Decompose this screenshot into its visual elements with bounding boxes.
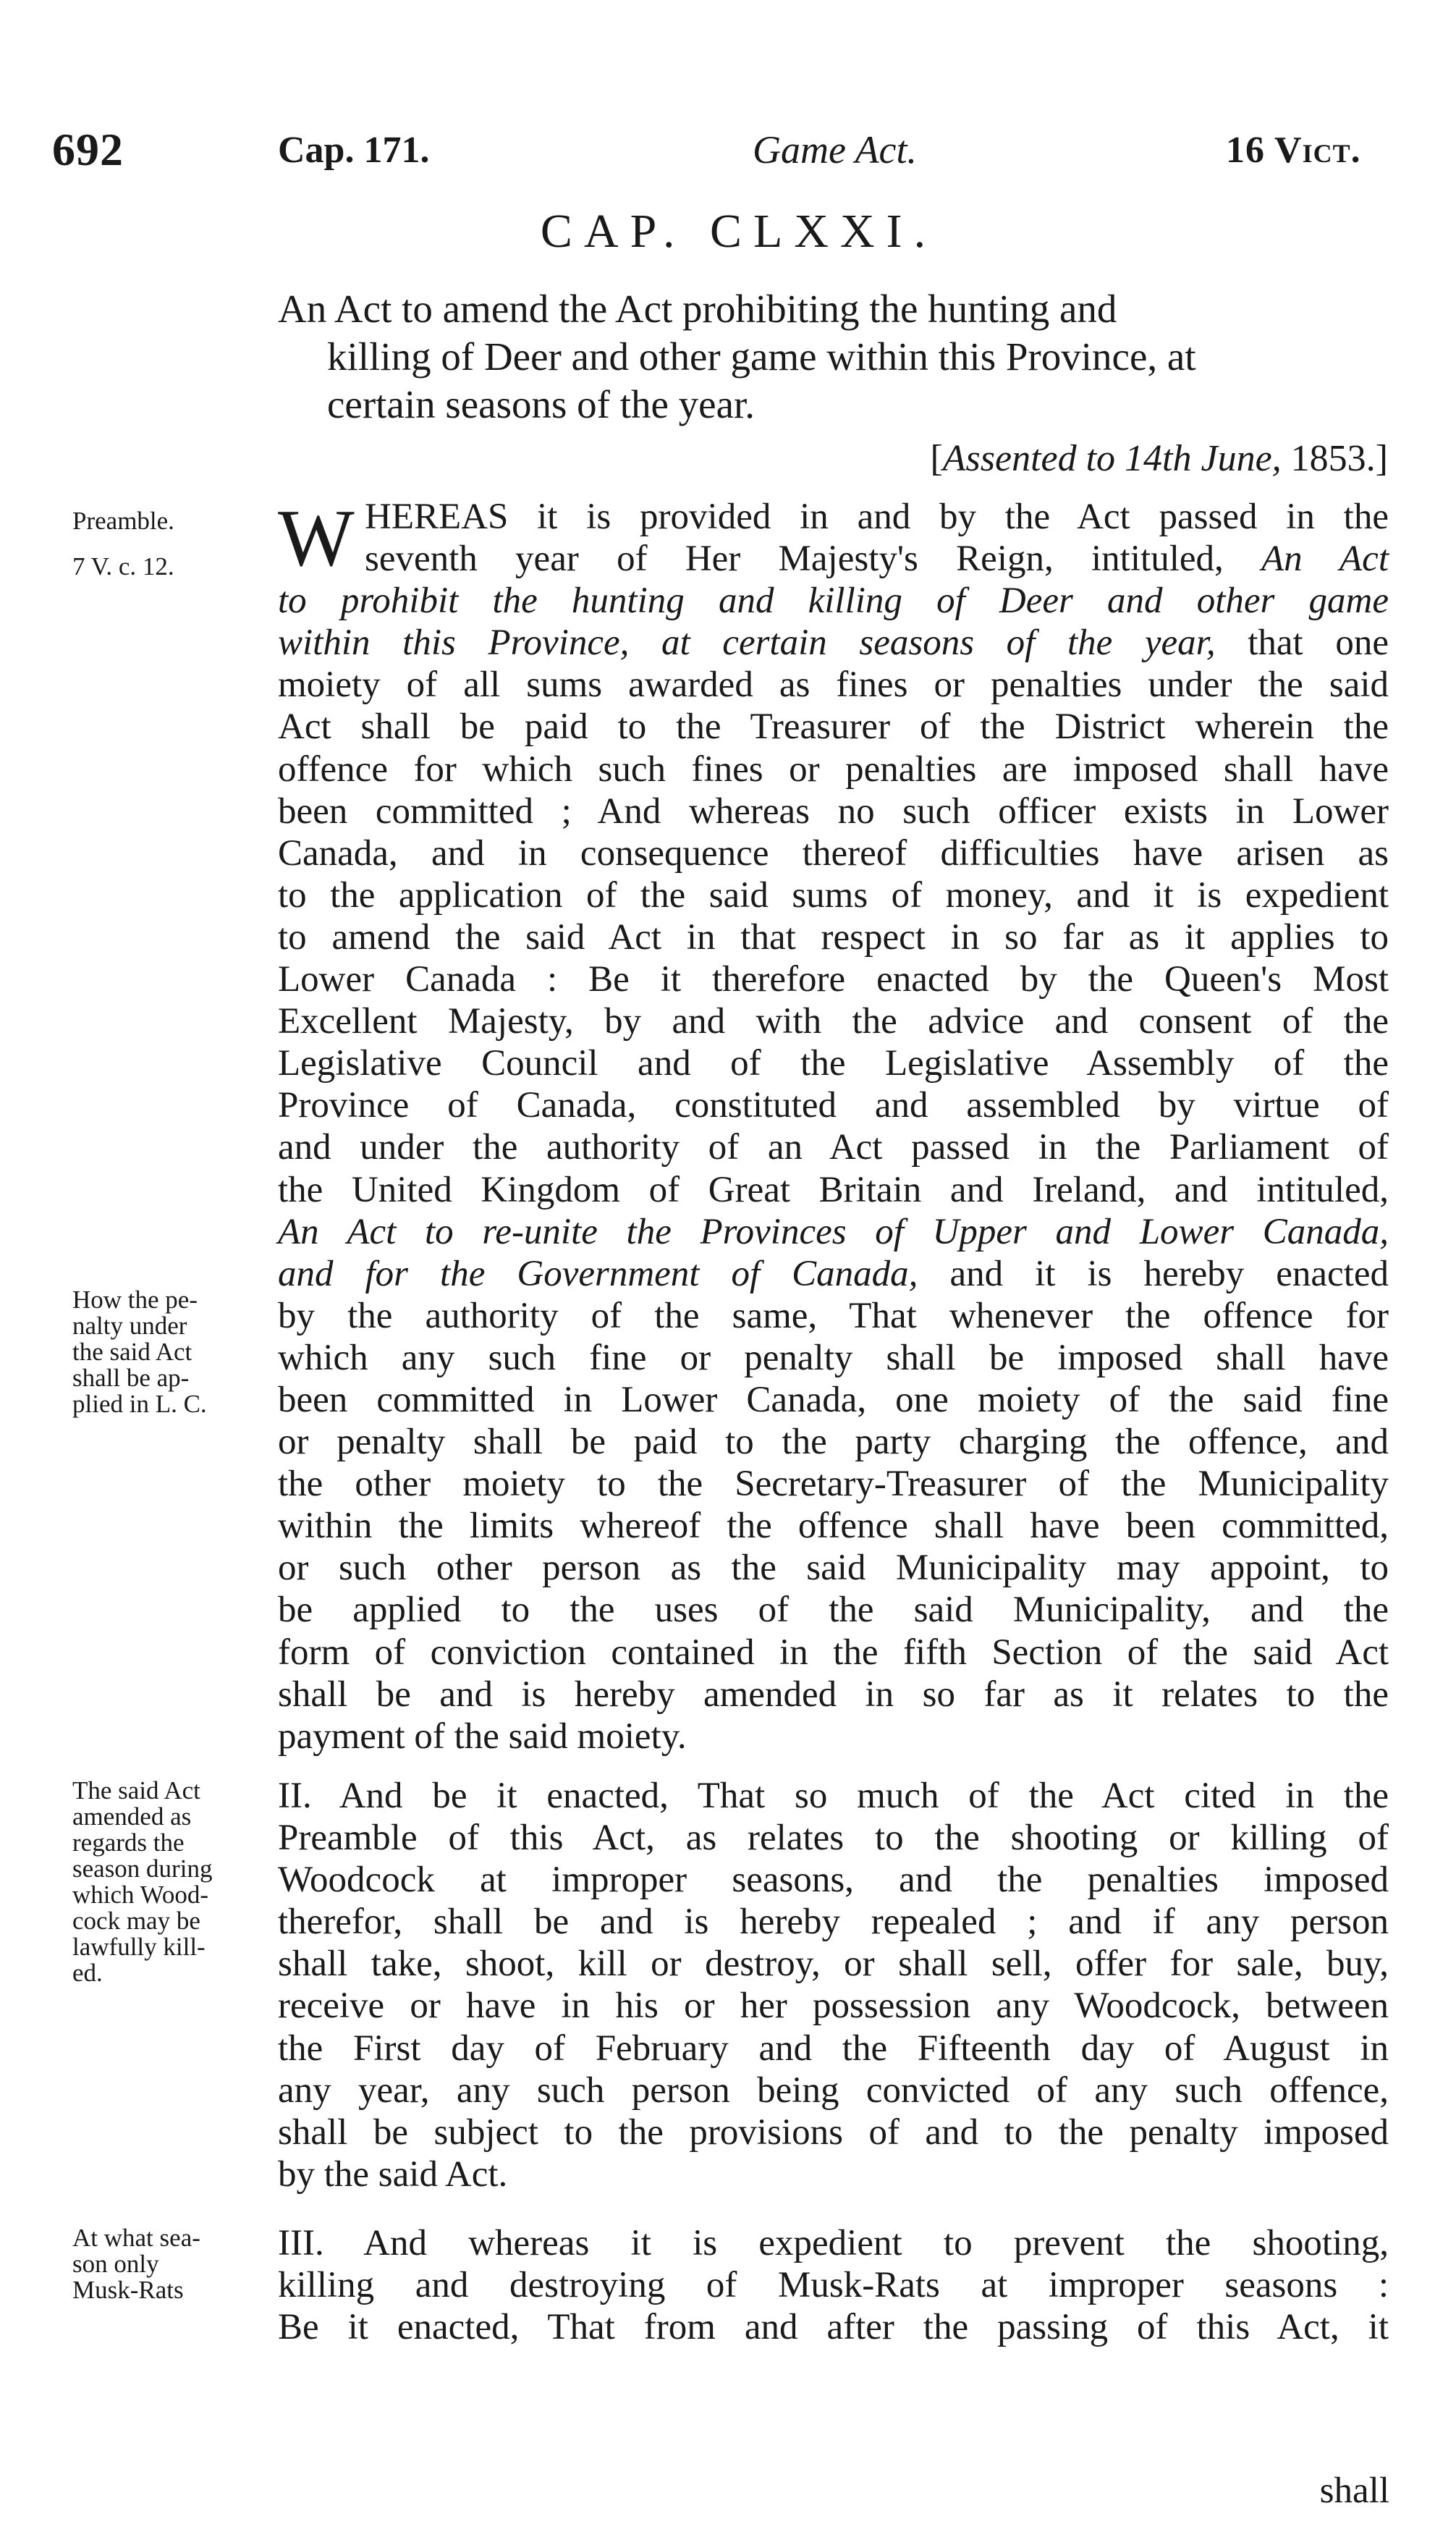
text-line: the United Kingdom of Great Britain and Ireland, and intituled, xyxy=(278,1169,1389,1210)
text-line: to amend the said Act in that respect in so far as it applies to xyxy=(278,916,1389,958)
act-title-line: certain seasons of the year. xyxy=(327,382,755,426)
margin-note-line: son only xyxy=(72,2250,159,2278)
margin-note-line: plied in L. C. xyxy=(72,1390,207,1418)
margin-note-line: ed. xyxy=(72,1959,103,1987)
margin-note-line: cock may be xyxy=(72,1907,200,1935)
act-title-line: An Act to amend the Act prohibiting the hunting and xyxy=(278,287,1117,331)
text-line: any year, any such person being convicted of any such offence, xyxy=(278,2069,1389,2111)
margin-note-line: lawfully kill- xyxy=(72,1933,206,1961)
text-line: to the application of the said sums of money, and it is expedient xyxy=(278,874,1389,916)
text-line: been committed in Lower Canada, one moiety of the said fine xyxy=(278,1379,1389,1420)
act-name-italic: within this Province, at certain seasons of the year, xyxy=(278,623,1216,664)
chapter-heading: CAP. CLXXI. xyxy=(540,205,938,258)
text-line: shall be subject to the provisions of and to the penalty imposed xyxy=(278,2111,1389,2153)
text-line: be applied to the uses of the said Municipality, and the xyxy=(278,1590,1389,1631)
header-chapter: Cap. 171. xyxy=(278,130,430,171)
text-line: Be it enacted, That from and after the passing of this Act, it xyxy=(278,2307,1389,2348)
margin-note-line: which Wood- xyxy=(72,1881,209,1909)
text-line xyxy=(278,1253,1389,1295)
drop-cap: W xyxy=(278,494,355,583)
margin-note-line: season during xyxy=(72,1854,213,1883)
text-line: which any such fine or penalty shall be imposed shall have xyxy=(278,1337,1389,1378)
margin-note-line: At what sea- xyxy=(72,2224,200,2252)
section-2-paragraph xyxy=(278,1775,1389,2195)
text-line: Preamble of this Act, as relates to the shooting or killing of xyxy=(278,1818,1389,1859)
margin-note-line: shall be ap- xyxy=(72,1364,190,1392)
catchword: shall xyxy=(1319,2470,1389,2511)
assent-line xyxy=(930,437,1388,480)
text-line: or such other person as the said Municipality may appoint, to xyxy=(278,1548,1389,1589)
page-number: 692 xyxy=(52,124,124,175)
section-1-paragraph xyxy=(278,496,1389,1757)
margin-note-line: amended as xyxy=(72,1802,192,1831)
act-title xyxy=(278,285,1389,429)
act-name-italic: and for the Government of Canada, xyxy=(278,1253,918,1294)
text-line: An Act to re-unite the Provinces of Upper and Lower Canada, xyxy=(278,1211,1389,1252)
text-line: by the authority of the same, That whenever the offence for xyxy=(278,1295,1389,1336)
text-line: offence for which such fines or penalties are imposed shall have xyxy=(278,748,1389,790)
text-line: therefor, shall be and is hereby repealed ; and if any person xyxy=(278,1902,1389,1943)
text-line: HEREAS it is provided in and by the Act passed in the xyxy=(365,497,1389,537)
text-line: Lower Canada : Be it therefore enacted by the Queen's Most xyxy=(278,959,1389,1000)
text-line: been committed ; And whereas no such officer exists in Lower xyxy=(278,790,1389,832)
margin-note-line: regards the xyxy=(72,1828,185,1857)
margin-note-preamble: Preamble. xyxy=(72,507,174,535)
text-line: shall be and is hereby amended in so far as it relates to the xyxy=(278,1674,1389,1715)
text-line: the other moiety to the Secretary-Treasurer of the Municipality xyxy=(278,1464,1389,1505)
text-line: Canada, and in consequence thereof difficulties have arisen as xyxy=(278,832,1389,874)
text-line: Province of Canada, constituted and assembled by virtue of xyxy=(278,1085,1389,1126)
margin-note-line: How the pe- xyxy=(72,1286,198,1314)
margin-note-line: The said Act xyxy=(72,1776,200,1805)
text-line: Excellent Majesty, by and with the advice and consent of the xyxy=(278,1001,1389,1042)
margin-note-line: Musk-Rats xyxy=(72,2276,184,2304)
assent-year: 1853.] xyxy=(1290,438,1388,479)
text-line xyxy=(278,538,1389,580)
text-line: within the limits whereof the offence shall have been committed, xyxy=(278,1506,1389,1547)
margin-note-woodcock xyxy=(72,1778,272,1986)
margin-note-muskrat xyxy=(72,2225,272,2303)
assent-text: Assented to 14th June, xyxy=(942,438,1282,479)
text-line: or penalty shall be paid to the party charging the offence, and xyxy=(278,1422,1389,1463)
margin-note-line: nalty under xyxy=(72,1312,187,1340)
text-line: III. And whereas it is expedient to prevent the shooting, xyxy=(278,2223,1389,2263)
act-title-line: killing of Deer and other game within this Province, at xyxy=(327,334,1196,379)
text-line: and under the authority of an Act passed in the Parliament of xyxy=(278,1127,1389,1168)
text-line: moiety of all sums awarded as fines or penalties under the said xyxy=(278,664,1389,706)
text-line: the First day of February and the Fifteenth day of August in xyxy=(278,2027,1389,2069)
text-line: killing and destroying of Musk-Rats at improper seasons : xyxy=(278,2265,1389,2306)
text-line: receive or have in his or her possession any Woodcock, between xyxy=(278,1985,1389,2027)
margin-note-citation: 7 V. c. 12. xyxy=(72,552,174,581)
text-line xyxy=(278,622,1389,664)
margin-note-line: the said Act xyxy=(72,1338,192,1366)
section-3-paragraph xyxy=(278,2222,1389,2348)
margin-note-fines xyxy=(72,1287,272,1417)
text-line: II. And be it enacted, That so much of the Act cited in the xyxy=(278,1776,1389,1816)
text-run: and it is hereby enacted xyxy=(949,1253,1389,1294)
text-line: to prohibit the hunting and killing of Deer and other game xyxy=(278,581,1389,622)
text-line: form of conviction contained in the fifth Section of the said Act xyxy=(278,1632,1389,1673)
text-line: Woodcock at improper seasons, and the penalties imposed xyxy=(278,1860,1389,1901)
text-run: seventh year of Her Majesty's Reign, intituled, xyxy=(365,539,1224,580)
text-run: that one xyxy=(1248,623,1389,664)
text-line: payment of the said moiety. xyxy=(278,1716,687,1757)
text-line: Act shall be paid to the Treasurer of the District wherein the xyxy=(278,706,1389,748)
text-line: Legislative Council and of the Legislative Assembly of the xyxy=(278,1043,1389,1084)
text-line: shall take, shoot, kill or destroy, or shall sell, offer for sale, buy, xyxy=(278,1944,1389,1985)
assent-bracket: [ xyxy=(930,438,943,479)
header-regnal-year: 16 Vict. xyxy=(1226,130,1361,171)
text-line: by the said Act. xyxy=(278,2153,508,2195)
header-title: Game Act. xyxy=(753,128,917,172)
act-name-italic: An Act xyxy=(1261,539,1389,580)
